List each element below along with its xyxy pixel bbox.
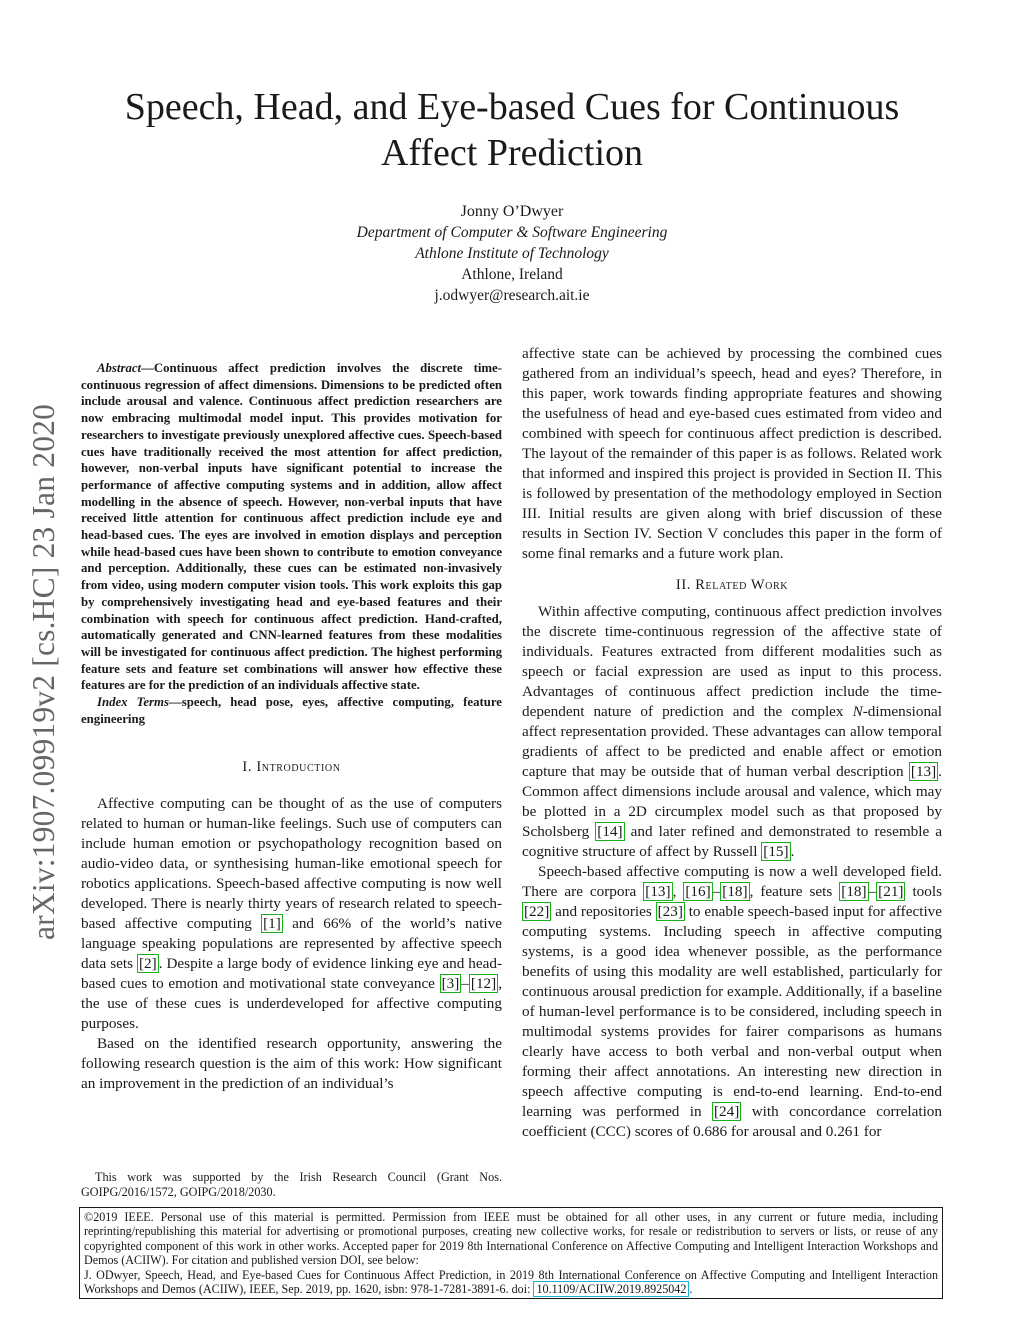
copyright-notice: ©2019 IEEE. Personal use of this material is permitted. Permission from IEEE must be obtained for all other uses, in any current or future media, including reprinting/republishing this material for advertising or promotional purposes, creating new collective works, for resale or redistribution to servers or lists, or reuse of any copyrighted component of this work in other works. Accepted paper for 2019 8th International Conference on Affective Computing and Intelligent Interaction Workshops and Demos (ACIIW). For citation and published version DOI, see below: — [84, 1210, 938, 1268]
intro-paragraph-continued: affective state can be achieved by processing the combined cues gathered from an individual’s speech, head and eyes? Therefore, in this paper, work towards finding appropriate features and showing the usefulness of head and eye-based cues estimated from video and combined with speech for continuous affect prediction is described. The layout of the remainder of this paper is as follows. Related work that informed and inspired this project is provided in Section II. This is followed by presentation of the methodology employed in Section III. Initial results are given along with brief discussion of these results in Section IV. Section V concludes this paper in the form of some final remarks and a future work plan. — [522, 345, 942, 562]
section-heading-related-work — [522, 577, 942, 594]
abstract-label: Abstract — [97, 361, 142, 375]
author-name: Jonny O’Dwyer — [460, 203, 564, 220]
text-run: . — [689, 1282, 693, 1297]
author-block — [200, 201, 824, 306]
text-run: tools — [905, 883, 943, 900]
citation-18[interactable]: [18] — [841, 883, 867, 900]
abstract — [81, 360, 502, 694]
left-column — [81, 360, 502, 1094]
intro-paragraph-1 — [81, 794, 502, 1034]
text-run: with concordance correlation coefficient (CCC) scores of 0.686 for arousal and 0.261 for — [522, 1103, 942, 1140]
text-run: and later refined and demonstrated to resemble a cognitive structure of affect by Russell — [522, 823, 942, 860]
related-paragraph-1 — [522, 602, 942, 862]
index-terms — [81, 694, 502, 727]
footnote — [81, 1170, 502, 1200]
section-number: I. — [242, 759, 253, 776]
text-run: , feature sets — [749, 883, 840, 900]
text-run: . — [790, 843, 795, 860]
text-run: . Despite a large body of evidence linking eye and head-based cues to emotion and motivational state conveyance — [81, 955, 502, 993]
citation-13[interactable]: [13] — [645, 883, 671, 900]
text-run: -dimensional affect representation provided. These advantages can allow temporal gradients of affect to be predicted and enable affect or emotion capture that may be outside that of human verbal description — [522, 703, 942, 780]
footnote-text: This work was supported by the Irish Research Council (Grant Nos. GOIPG/2016/1572, GOIPG/2018/2030. — [81, 1170, 502, 1199]
section-title: Related Work — [695, 577, 789, 593]
text-run: – — [461, 975, 469, 993]
text-run: – — [868, 883, 877, 900]
author-email[interactable]: j.odwyer@research.ait.ie — [434, 287, 590, 304]
index-terms-text: —speech, head pose, eyes, affective computing, feature engineering — [81, 695, 502, 726]
citation-21[interactable]: [21] — [878, 883, 904, 900]
doi-link[interactable]: 10.1109/ACIIW.2019.8925042 — [533, 1281, 689, 1297]
author-location: Athlone, Ireland — [461, 266, 563, 283]
section-number: II. — [675, 577, 692, 593]
text-run: . Common affect dimensions include arousal and valence, which may be plotted in a 2D circumplex model such as that proposed by Scholsberg — [522, 763, 942, 840]
text-run: and repositories — [551, 903, 656, 920]
right-column — [522, 344, 942, 1142]
copyright-notice-box — [79, 1207, 943, 1299]
math-variable: N — [852, 703, 863, 720]
text-run: Within affective computing, continuous affect prediction involves the discrete time-continuous regression of the affective state of individuals. Features extracted from different modalities such as speech or facial expression are used as input to this process. Advantages of continuous affect prediction include the time-dependent nature of prediction and the complex — [522, 603, 942, 720]
text-run: – — [712, 883, 721, 900]
paper-title — [60, 84, 964, 176]
text-run: and 66% of the world’s native language speaking populations are represented by affective speech data sets — [81, 915, 502, 973]
section-heading-introduction — [81, 759, 502, 776]
citation-1[interactable]: [1] — [263, 915, 281, 933]
title-line-1: Speech, Head, and Eye-based Cues for Continuous — [124, 86, 900, 128]
arxiv-identifier: arXiv:1907.09919v2 [cs.HC] 23 Jan 2020 — [26, 403, 61, 940]
citation-14[interactable]: [14] — [597, 823, 623, 840]
citation-12[interactable]: [12] — [470, 975, 497, 993]
author-institution: Athlone Institute of Technology — [415, 245, 609, 262]
citation-13[interactable]: [13] — [910, 763, 937, 780]
citation-22[interactable]: [22] — [524, 903, 550, 920]
abstract-text: —Continuous affect prediction involves the discrete time-continuous regression of affect dimensions. Dimensions to be predicted often include arousal and valence. Continuous affect prediction researchers are now embracing multimodal model input. This provides motivation for researchers to investigate previously unexplored affective cues. Speech-based cues have traditionally received the most attention for affect prediction, however, non-verbal inputs have significant potential to increase the performance of affective computing systems and in addition, allow affect modelling in the absence of speech. However, non-verbal inputs that have received little attention for continuous affect prediction include eye and head-based cues. The eyes are involved in emotion displays and perception while head-based cues have been shown to contribute to emotion conveyance and perception. Additionally, these cues can be estimated non-invasively from video, using modern computer vision tools. This work exploits this gap by comprehensively investigating head and eye-based features and their combination with speech for continuous affect prediction. Hand-crafted, automatically generated and CNN-learned features from these modalities will be investigated for continuous affect prediction. The highest performing feature sets and feature set combinations will answer how effective these features are for the prediction of an individuals affective state. — [81, 361, 502, 693]
citation-reference — [84, 1268, 938, 1297]
index-terms-label: Index Terms — [97, 695, 169, 710]
citation-3[interactable]: [3] — [441, 975, 460, 993]
text-run: Affective computing can be thought of as the use of computers related to human or human-like feelings. Such use of computers can include human emotion or psychopathology recognition based on audio-video data, or synthesising human-like emotional speech for robotics applications. Speech-based affective computing is now well developed. There is nearly thirty years of research related to speech-based affective computing — [81, 795, 502, 933]
section-title: Introduction — [256, 759, 341, 776]
text-run: Speech-based affective computing is now a well developed field. There are corpora — [522, 863, 942, 900]
intro-paragraph-2: Based on the identified research opportunity, answering the following research question is the aim of this work: How significant an improvement in the prediction of an individual’s — [81, 1035, 502, 1093]
citation-18[interactable]: [18] — [722, 883, 748, 900]
title-line-2: Affect Prediction — [380, 132, 644, 174]
citation-23[interactable]: [23] — [657, 903, 683, 920]
text-run: to enable speech-based input for affective computing systems. Including speech in affective computing systems, is a good idea whenever possible, as the performance benefits of using this modality are well established, particularly for continuous arousal prediction for example. Additionally, if a baseline of human-level performance is to be considered, including speech in multimodal systems provides for fairer comparisons as humans clearly have access to both verbal and non-verbal output when forming their affect annotations. An interesting new direction in speech affective computing is end-to-end learning. End-to-end learning was performed in — [522, 903, 942, 1120]
citation-15[interactable]: [15] — [763, 843, 789, 860]
citation-16[interactable]: [16] — [685, 883, 711, 900]
text-run: , — [672, 883, 684, 900]
related-paragraph-2 — [522, 862, 942, 1142]
text-run: J. ODwyer, Speech, Head, and Eye-based Cues for Continuous Affect Prediction, in 2019 8th International Conference on Affective Computing and Intelligent Interaction Workshops and Demos (ACIIW), IEEE, Sep. 2019, pp. 1620, isbn: 978-1-7281-3891-6. doi: — [84, 1267, 938, 1297]
author-department: Department of Computer & Software Engineering — [356, 224, 668, 241]
text-run: , the use of these cues is underdeveloped for affective computing purposes. — [81, 975, 502, 1033]
citation-2[interactable]: [2] — [138, 955, 157, 973]
citation-24[interactable]: [24] — [714, 1103, 740, 1120]
